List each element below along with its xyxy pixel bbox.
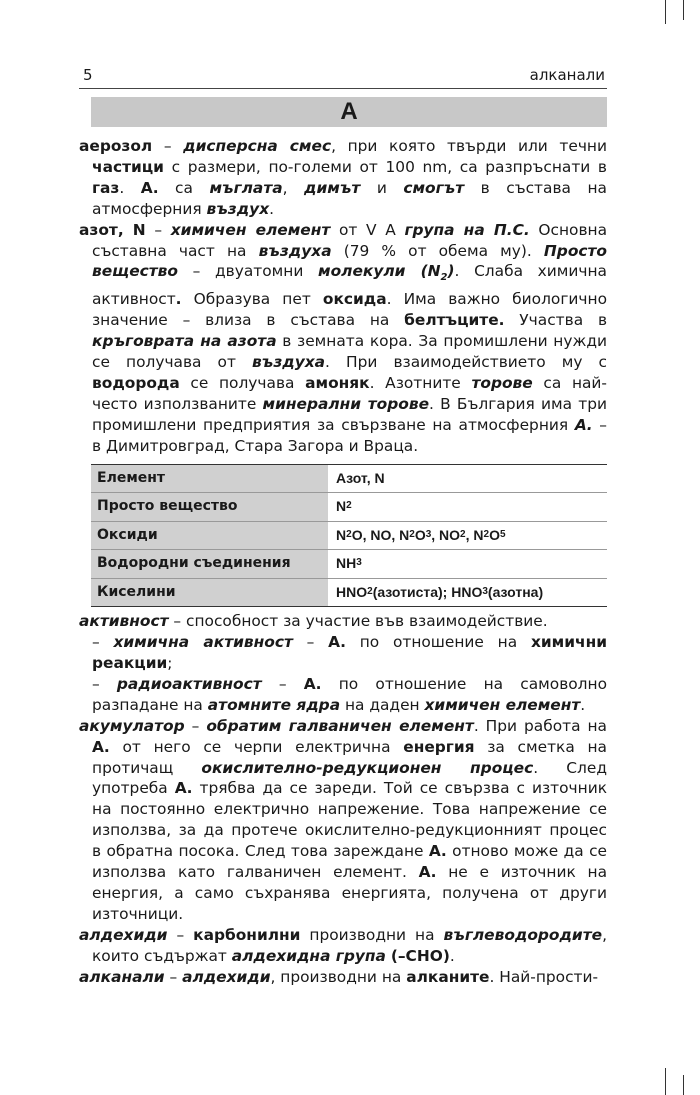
entry-aktivnost xyxy=(79,611,607,632)
entry-text: А. xyxy=(303,674,322,693)
entry-aktivnost-radio xyxy=(79,674,607,716)
entry-text: – xyxy=(184,716,207,735)
table-value-text: NH xyxy=(336,555,357,572)
entry-text: . След употреба xyxy=(92,758,607,798)
table-value-part: 2 xyxy=(460,528,466,540)
entry-text: алканали xyxy=(79,967,165,986)
entry-text: . Азотните xyxy=(369,374,472,393)
entry-text: окислително-редукционен процес xyxy=(201,758,534,777)
entry-text: А. xyxy=(418,863,437,882)
entry-text: белтъците. xyxy=(404,311,505,330)
entry-text: карбонилни xyxy=(193,925,301,944)
table-value-part: 2 xyxy=(367,585,373,597)
running-title: алканали xyxy=(529,66,605,84)
entry-text: химичен елемент xyxy=(424,695,581,714)
entry-text: алдехиди xyxy=(182,967,271,986)
entry-text: А. xyxy=(328,633,346,652)
crop-mark xyxy=(665,1068,666,1095)
table-value-text: Азот, N xyxy=(336,469,385,486)
entry-text: Образува пет xyxy=(181,290,323,309)
entry-text: Просто вещество xyxy=(92,241,608,281)
entry-text: . Има важно биологично значение – влиза в състава на xyxy=(92,290,607,330)
table-value-part: , NO xyxy=(431,526,461,543)
entry-text: А. xyxy=(428,842,447,861)
section-letter: A xyxy=(340,98,358,125)
entry-text: А. xyxy=(140,178,159,197)
entry-text: въздуха xyxy=(258,241,332,260)
entry-text: Участва в xyxy=(504,311,608,330)
entry-text: . xyxy=(580,695,586,714)
table-value-part: (азотиста); HNO xyxy=(372,583,483,600)
table-value-part: 3 xyxy=(425,528,432,540)
crop-mark xyxy=(683,0,684,20)
entry-text: аерозол xyxy=(79,137,153,155)
entry-text: кръговрата на азота xyxy=(92,332,277,351)
table-value-part: 2 xyxy=(483,528,490,540)
dictionary-page xyxy=(79,66,607,987)
entry-text: алканите xyxy=(406,967,490,986)
entry-text: радиоактивност xyxy=(116,674,262,693)
entry-text: А. xyxy=(92,737,110,756)
entries xyxy=(79,136,607,987)
entry-text: по отношение на самоволно разпадане на xyxy=(92,674,607,714)
table-value xyxy=(334,579,607,607)
entry-text: за сметка на протичащ xyxy=(92,737,607,777)
entry-text: – xyxy=(92,674,117,693)
entry-aktivnost-chemical xyxy=(79,632,607,674)
table-row xyxy=(91,493,607,522)
entry-text: торове xyxy=(471,374,533,393)
entry-text: обратим галваничен елемент xyxy=(206,716,474,735)
entry-text: . xyxy=(269,199,275,218)
crop-mark xyxy=(665,0,666,24)
entry-aerozol xyxy=(79,136,607,220)
entry-text: са xyxy=(158,178,210,197)
table-row xyxy=(91,579,607,607)
entry-text: . xyxy=(449,946,455,965)
entry-text: амоняк xyxy=(305,374,370,393)
crop-mark xyxy=(683,1075,684,1095)
entry-text: отново може да се използва като галваничен елемент. xyxy=(92,842,607,882)
table-value-part: HNO xyxy=(336,583,368,600)
entry-text: химични реакции xyxy=(92,633,607,672)
running-header xyxy=(79,66,607,89)
entry-akumulator xyxy=(79,716,607,925)
table-value-part: , N xyxy=(465,526,484,543)
entry-text: въглеводородите xyxy=(443,925,603,944)
entry-text: – двуатомни xyxy=(178,262,319,281)
entry-text: (79 % от обема му). xyxy=(331,241,544,260)
entry-text: . Слаба химична активност xyxy=(92,262,607,309)
entry-text: с размери, по-големи от 100 nm, са разпръснати в xyxy=(163,157,607,176)
table-value-part: 2 xyxy=(346,528,352,540)
entry-text: въздух xyxy=(206,199,270,218)
table-label: Просто вещество xyxy=(91,493,328,521)
entry-text: – xyxy=(167,925,194,944)
entry-text: атомните ядра xyxy=(207,695,341,714)
entry-text: – в Димитровград, Стара Загора и Враца. xyxy=(92,415,607,455)
entry-text: молекули (N xyxy=(318,262,441,281)
entry-text: химичен елемент xyxy=(170,220,331,239)
entry-text: . В България има три промишлени предприятия за свързване на атмосферния xyxy=(92,394,607,434)
entry-text: – xyxy=(292,633,329,652)
table-label: Киселини xyxy=(91,579,328,607)
entry-text: на даден xyxy=(340,695,425,714)
entry-text: химична активност xyxy=(113,633,293,652)
entry-text: ) xyxy=(447,262,455,281)
entry-text: са най-често използваните xyxy=(92,374,607,413)
entry-azot xyxy=(79,220,607,457)
entry-text: трябва да се зареди. Той се свързва с източник на постоянно електрично напрежение. Това напрежение се използва, за да протече окислително-редукционният процес в обратна посока. След това зареждане xyxy=(92,779,607,861)
table-value-subscript: 2 xyxy=(346,500,352,512)
table-value-part: N xyxy=(336,526,347,543)
entry-text: . xyxy=(175,290,182,309)
table-value-part: O xyxy=(489,526,500,543)
entry-text: оксида xyxy=(322,290,387,309)
table-value-part: 2 xyxy=(409,528,415,540)
table-value-part: 5 xyxy=(499,528,506,540)
entry-text: азот, N xyxy=(79,220,146,239)
entry-text: ; xyxy=(167,653,173,672)
entry-text: частици xyxy=(92,157,164,176)
entry-text: А. xyxy=(574,415,593,434)
entry-text: А. xyxy=(174,779,193,798)
table-label: Елемент xyxy=(91,465,328,493)
entry-text: в земната кора. За промишлени нужди се получава от xyxy=(92,332,607,372)
entry-text: водорода xyxy=(92,374,180,393)
nitrogen-table xyxy=(91,464,607,608)
entry-text: – xyxy=(164,967,183,986)
entry-text: акумулатор xyxy=(79,716,185,735)
entry-aldehidi xyxy=(79,925,607,967)
table-value-part: O, NO, N xyxy=(351,526,410,543)
entry-text: се получава xyxy=(179,374,306,393)
entry-text: енергия xyxy=(403,737,475,756)
entry-text: 2 xyxy=(440,272,448,284)
entry-text: в състава на атмосферния xyxy=(92,178,607,218)
entry-text: , производни на xyxy=(270,967,407,986)
entry-text: не е източник на енергия, а само съхранява енергията, получена от други източници. xyxy=(92,863,607,923)
entry-text: , които съдържат xyxy=(92,925,607,965)
section-letter-bar xyxy=(91,97,607,127)
entry-text: алдехидна група xyxy=(231,946,386,965)
entry-text: Основна съставна част на xyxy=(92,220,608,260)
table-value xyxy=(334,522,607,550)
table-value-part: O xyxy=(414,526,426,543)
entry-text: минерални торове xyxy=(262,394,430,413)
table-value-text: N xyxy=(336,498,347,515)
entry-text: газ xyxy=(92,178,120,197)
entry-text: . xyxy=(119,178,141,197)
table-row xyxy=(91,522,607,551)
table-label: Водородни съединения xyxy=(91,550,328,578)
entry-text: – xyxy=(92,633,114,652)
entry-text: . При взаимодействието му с xyxy=(325,353,607,372)
table-row xyxy=(91,465,607,494)
entry-text: смогът xyxy=(403,178,465,197)
table-value-part: 3 xyxy=(482,585,488,597)
entry-text: активност xyxy=(79,612,169,631)
entry-alkanali xyxy=(79,967,607,988)
entry-text: въздуха xyxy=(252,353,326,372)
entry-text: (–CHO) xyxy=(390,946,450,965)
entry-text: група на П.С. xyxy=(404,220,530,239)
entry-text: , xyxy=(282,178,305,197)
entry-text: – способност за участие във взаимодействие. xyxy=(168,612,548,631)
entry-text: – xyxy=(261,674,304,693)
entry-text: – xyxy=(145,220,171,239)
entry-text: мъглата xyxy=(209,178,283,197)
table-value-part: (азотна) xyxy=(487,583,544,600)
table-label: Оксиди xyxy=(91,522,328,550)
entry-text: , при която твърди или течни xyxy=(331,137,607,155)
entry-text: . Най-прости- xyxy=(489,967,599,986)
table-row xyxy=(91,550,607,579)
entry-text: . При работа на xyxy=(473,716,607,735)
entry-text: алдехиди xyxy=(79,925,168,944)
entry-text: от V A xyxy=(330,220,405,239)
entry-text: дисперсна смес xyxy=(183,137,332,155)
table-value xyxy=(334,493,607,521)
table-value xyxy=(334,550,607,578)
entry-text: и xyxy=(360,178,404,197)
entry-text: димът xyxy=(304,178,361,197)
entry-text: от него се черпи електрична xyxy=(109,737,404,756)
entry-text: – xyxy=(152,137,184,155)
page-number: 5 xyxy=(83,66,93,84)
table-value-subscript: 3 xyxy=(356,557,362,569)
entry-text: по отношение на xyxy=(345,633,531,652)
table-value xyxy=(334,465,607,493)
entry-text: производни на xyxy=(300,925,444,944)
